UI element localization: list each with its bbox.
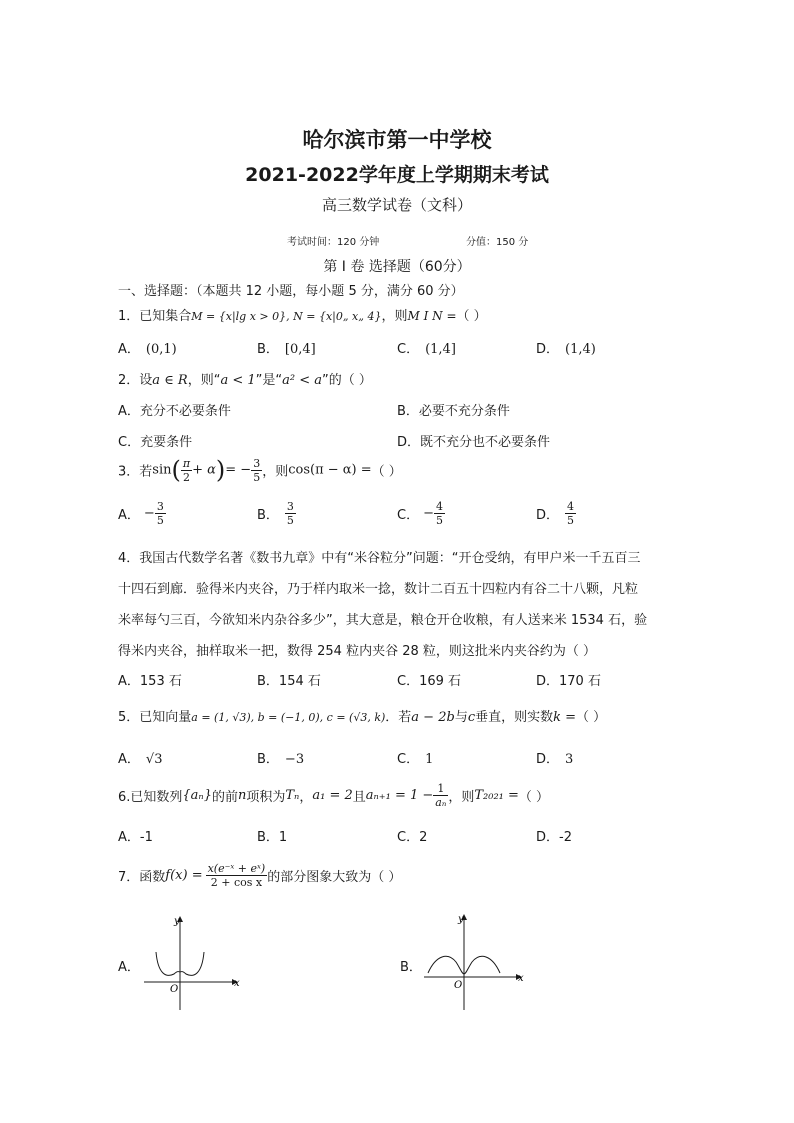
q1-option-a[interactable]: A． (0,1) <box>118 342 177 357</box>
question-6: 6.已知数列{aₙ}的前n项积为Tₙ，a₁ = 2且aₙ₊₁ = 1 − $\frac{1}{\text{aₙ}}$ ，则T₂₀₂₁ =（ ） <box>118 782 550 809</box>
q7-option-a-label[interactable]: A． <box>118 960 140 975</box>
q3-option-c[interactable]: C． − $\frac{4}{5}$ <box>397 500 443 527</box>
q4-option-a[interactable]: A．153 石 <box>118 674 182 689</box>
q3-option-b[interactable]: B． $\frac{3}{5}$ <box>257 500 294 527</box>
q1-blank: （ ） <box>456 309 487 324</box>
q1-tail: ，则 <box>381 309 408 324</box>
q2-option-a[interactable]: A．充分不必要条件 <box>118 404 231 419</box>
q3-option-d[interactable]: D． $\frac{4}{5}$ <box>536 500 575 527</box>
q3-option-a[interactable]: A． − $\frac{3}{5}$ <box>118 500 164 527</box>
exam-title: 2021-2022学年度上学期期末考试 <box>245 164 549 186</box>
q2-option-c[interactable]: C．充要条件 <box>118 435 193 450</box>
q6-option-b[interactable]: B．1 <box>257 830 288 845</box>
section-heading: 一、选择题：（本题共 12 小题，每小题 5 分，满分 60 分） <box>118 284 464 299</box>
q2-option-d[interactable]: D．既不充分也不必要条件 <box>397 435 551 450</box>
q7-option-b-label[interactable]: B． <box>400 960 422 975</box>
q4-line-4: 得米内夹谷，抽样取米一把，数得 254 粒内夹谷 28 粒，则这批米内夹谷约为（ ） <box>118 644 597 659</box>
question-7: 7．函数f(x) = $\frac{\text{x(e⁻ˣ + eˣ)}}{\text{2 + cos x}}$ 的部分图象大致为（ ） <box>118 862 402 889</box>
school-name: 哈尔滨市第一中学校 <box>302 128 492 152</box>
x-label: x <box>518 973 524 984</box>
q4-option-c[interactable]: C．169 石 <box>397 674 462 689</box>
question-1 <box>118 305 487 324</box>
q7-graph-b[interactable] <box>420 910 530 1015</box>
q4-line-3: 米率每勺三百，今欲知米内杂谷多少”，其大意是，粮仓开仓收粮，有人送来米 1534 石，验 <box>118 613 648 628</box>
q4-option-d[interactable]: D．170 石 <box>536 674 601 689</box>
q5-option-a[interactable]: A． √3 <box>118 752 163 767</box>
q4-line-2: 十四石到廊．验得米内夹谷，乃于样内取米一捻，数计二百五十四粒内有谷二十八颗，凡粒 <box>118 582 639 597</box>
origin-label: O <box>170 984 179 995</box>
q1-option-b[interactable]: B． [0,4] <box>257 342 316 357</box>
exam-time: 考试时间：120 分钟 <box>287 237 380 248</box>
question-5: 5．已知向量a = (1, √3), b = (−1, 0), c = (√3, k)．若a − 2b与c垂直，则实数k =（ ） <box>118 710 607 725</box>
q1-option-c[interactable]: C． (1,4] <box>397 342 456 357</box>
volume-heading: 第 I 卷 选择题（60分） <box>323 259 471 275</box>
exam-score: 分值：150 分 <box>466 237 529 248</box>
q6-option-d[interactable]: D．-2 <box>536 830 572 845</box>
q1-sets: M = {x|lg x > 0}, N = {x|0„ x„ 4} <box>191 310 382 323</box>
paper-subject: 高三数学试卷（文科） <box>321 196 472 214</box>
q4-line-1: 4．我国古代数学名著《数书九章》中有“米谷粒分”问题：“开仓受纳，有甲户米一千五百三 <box>118 551 641 566</box>
y-label: y <box>174 916 180 927</box>
y-label: y <box>458 914 464 925</box>
q4-option-b[interactable]: B．154 石 <box>257 674 321 689</box>
q5-option-b[interactable]: B． −3 <box>257 752 305 767</box>
question-3: 3．若sin( $\frac{\pi}{2}$ + α)= − $\frac{3}{5}$ ，则cos(π − α) =（ ） <box>118 456 402 484</box>
q7-graph-a[interactable] <box>140 912 245 1012</box>
q1-option-d[interactable]: D． (1,4) <box>536 342 596 357</box>
question-2: 2．设a ∈ R，则“a < 1”是“a² < a”的（ ） <box>118 373 372 388</box>
q6-option-c[interactable]: C．2 <box>397 830 428 845</box>
q1-num: 1．已知集合 <box>118 309 192 324</box>
q6-option-a[interactable]: A．-1 <box>118 830 153 845</box>
q1-expr: M I N = <box>407 309 457 323</box>
q5-option-d[interactable]: D． 3 <box>536 752 574 767</box>
origin-label: O <box>454 980 463 991</box>
q2-option-b[interactable]: B．必要不充分条件 <box>397 404 510 419</box>
q5-option-c[interactable]: C． 1 <box>397 752 434 767</box>
x-label: x <box>234 978 240 989</box>
